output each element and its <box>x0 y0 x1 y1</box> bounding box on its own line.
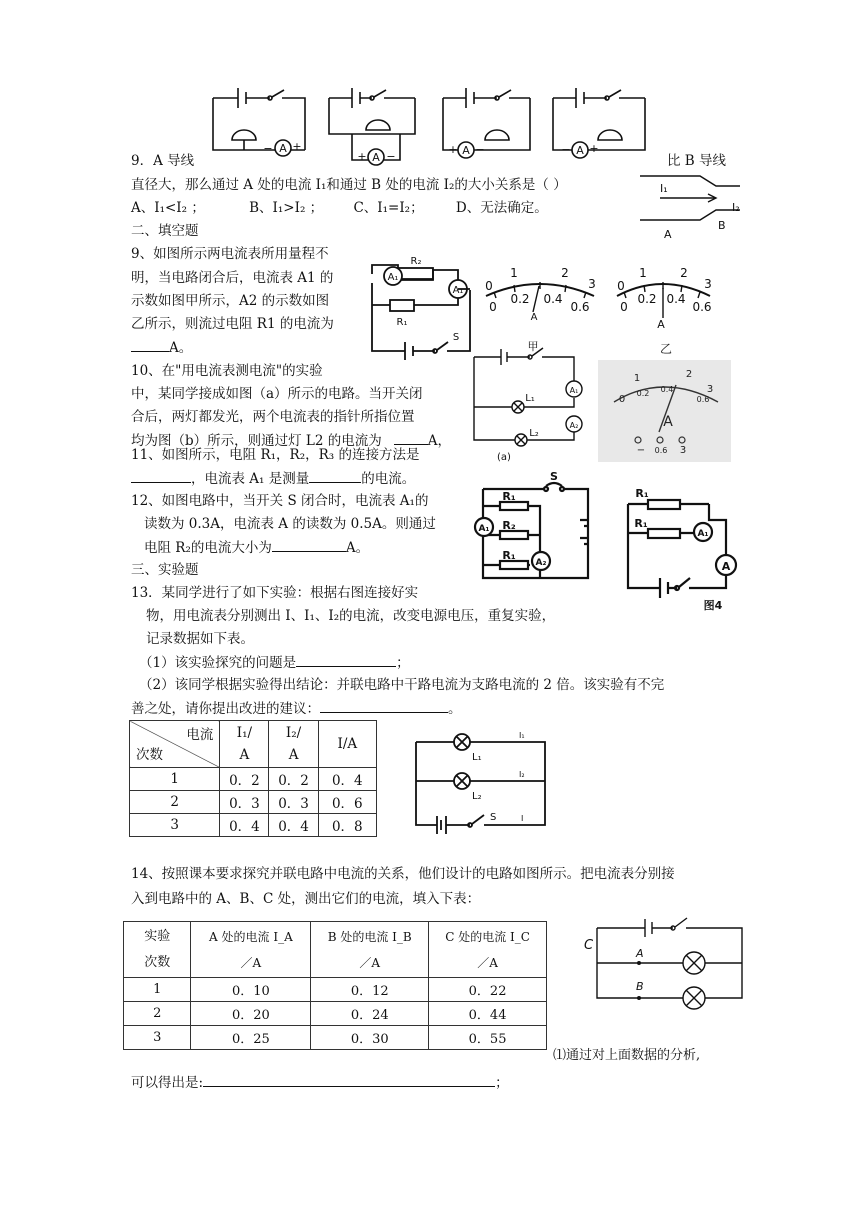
svg-text:−: − <box>561 143 571 156</box>
svg-text:R₁: R₁ <box>634 517 648 530</box>
svg-text:3: 3 <box>588 277 596 291</box>
svg-text:0.2: 0.2 <box>637 292 657 306</box>
svg-text:I₁: I₁ <box>660 182 668 195</box>
svg-text:(a): (a) <box>497 452 511 463</box>
svg-text:+: + <box>292 140 302 153</box>
q13-sub2b: 善之处，请你提出改进的建议： 。 <box>131 698 462 719</box>
svg-text:A: A <box>279 142 287 155</box>
svg-text:I₂: I₂ <box>519 770 525 779</box>
q9b-line2: 明，当电路闭合后，电流表 A1 的 <box>131 270 334 286</box>
svg-text:甲: 甲 <box>527 340 539 353</box>
svg-text:乙: 乙 <box>659 342 673 356</box>
q9a-line1: 9．A 导线 <box>131 153 195 169</box>
svg-text:0: 0 <box>617 279 625 293</box>
svg-text:0.2: 0.2 <box>636 389 650 398</box>
q14-after-table: ⑴通过对上面数据的分析, <box>553 1048 701 1063</box>
svg-text:+: + <box>448 143 458 156</box>
svg-text:3: 3 <box>704 277 712 291</box>
svg-text:−: − <box>475 143 485 156</box>
q12-line3: 电阻 R₂的电流大小为 A。 <box>144 537 369 558</box>
table-row: 2 0．20 0．24 0．44 <box>124 1002 547 1026</box>
q10-line2: 中，某同学接成如图（a）所示的电路。当开关闭 <box>131 386 423 402</box>
svg-text:R₁: R₁ <box>502 490 516 503</box>
svg-text:C: C <box>584 938 594 953</box>
q14-line2: 入到电路中的 A、B、C 处，测出它们的电流，填入下表： <box>131 891 481 907</box>
svg-text:0: 0 <box>618 394 626 405</box>
svg-text:3: 3 <box>706 384 714 395</box>
q13-data-table: 电流 次数 I₁/ A I₂/ A I/A 1 0．2 0．2 0．4 2 0．3 0．3 0．6 3 0．4 0．4 0．8 <box>129 720 377 837</box>
svg-text:1: 1 <box>633 373 641 384</box>
q9b-line5: A。 <box>131 337 192 358</box>
svg-text:3: 3 <box>679 445 687 456</box>
q11-line1: 11、如图所示，电阻 R₁，R₂，R₃ 的连接方法是 <box>131 447 420 463</box>
svg-text:A₁: A₁ <box>387 272 399 283</box>
q13-line1: 13．某同学进行了如下实验：根据右图连接好实 <box>131 585 419 601</box>
svg-text:R₁: R₁ <box>635 487 649 500</box>
q9b-line4: 乙所示，则流过电阻 R1 的电流为 <box>131 316 334 332</box>
q13-sub2: （2）该同学根据实验得出结论：并联电路中干路电流为支路电流的 2 倍。该实验有不完 <box>139 677 665 693</box>
svg-text:L₁: L₁ <box>472 752 482 763</box>
svg-text:R₁: R₁ <box>396 317 408 328</box>
q13-line3: 记录数据如下表。 <box>146 631 254 647</box>
svg-text:0.4: 0.4 <box>666 292 686 306</box>
svg-text:0.2: 0.2 <box>510 292 530 306</box>
svg-text:A: A <box>462 144 470 157</box>
svg-text:2: 2 <box>561 266 569 280</box>
q9a-line1-tail: 比 B 导线 <box>667 153 727 169</box>
svg-text:图4: 图4 <box>703 599 723 612</box>
table-row: 3 0．25 0．30 0．55 <box>124 1026 547 1050</box>
svg-text:A₂: A₂ <box>569 421 579 430</box>
svg-text:R₁: R₁ <box>502 549 516 562</box>
svg-text:−: − <box>386 150 396 163</box>
svg-text:S: S <box>490 812 497 823</box>
svg-text:A₂: A₂ <box>535 558 547 568</box>
q14-last-line: 可以得出是: ； <box>131 1072 509 1093</box>
q10-line1: 10、在"用电流表测电流"的实验 <box>131 363 323 379</box>
diag-bottom: 次数 <box>136 747 163 763</box>
svg-text:2: 2 <box>685 369 693 380</box>
svg-text:I₁: I₁ <box>519 731 525 740</box>
svg-text:0.6: 0.6 <box>696 395 710 404</box>
svg-text:1: 1 <box>510 266 518 280</box>
svg-text:B: B <box>718 219 726 232</box>
table-row: 2 0．3 0．3 0．6 <box>130 791 377 814</box>
svg-text:A₁: A₁ <box>478 524 490 534</box>
q12-line2: 读数为 0.3A，电流表 A 的读数为 0.5A。则通过 <box>144 516 436 532</box>
svg-text:S: S <box>452 332 460 343</box>
svg-text:B: B <box>636 980 644 993</box>
svg-text:L₂: L₂ <box>529 428 539 439</box>
svg-text:0: 0 <box>485 279 493 293</box>
svg-text:0.6: 0.6 <box>570 300 590 314</box>
svg-text:0.4: 0.4 <box>543 292 563 306</box>
svg-text:2: 2 <box>680 266 688 280</box>
svg-text:L₁: L₁ <box>525 393 535 404</box>
q10-line3: 合后，两灯都发光，两个电流表的指针所指位置 <box>131 409 415 425</box>
q9b-line3: 示数如图甲所示，A2 的示数如图 <box>131 293 330 309</box>
svg-text:0.6: 0.6 <box>654 446 668 455</box>
svg-text:−: − <box>263 142 273 155</box>
svg-text:R₂: R₂ <box>410 256 422 267</box>
svg-text:A: A <box>721 560 731 573</box>
svg-text:A: A <box>576 144 584 157</box>
q12-line1: 12、如图电路中，当开关 S 闭合时，电流表 A₁的 <box>131 493 429 509</box>
q10-line4: 均为图（b）所示，则通过灯 L2 的电流为 A， <box>131 430 451 451</box>
svg-text:S: S <box>550 470 558 483</box>
svg-text:I₂: I₂ <box>732 201 740 214</box>
svg-text:R₂: R₂ <box>502 519 516 532</box>
svg-text:A: A <box>530 312 538 323</box>
svg-text:0.4: 0.4 <box>660 385 674 394</box>
table-row: 1 0．2 0．2 0．4 <box>130 768 377 791</box>
diag-top: 电流 <box>186 727 214 743</box>
svg-text:A: A <box>657 318 665 331</box>
svg-text:0: 0 <box>489 300 497 314</box>
svg-text:A: A <box>636 947 644 960</box>
svg-text:A₁: A₁ <box>452 285 464 296</box>
svg-text:L₂: L₂ <box>472 791 482 802</box>
q11-line2: ，电流表 A₁ 是测量 的电流。 <box>131 468 415 489</box>
q13-sub1: （1）该实验探究的问题是 ； <box>139 652 410 673</box>
svg-text:+: + <box>357 150 367 163</box>
svg-text:I: I <box>521 814 524 823</box>
q14-data-table: 实验 次数 A 处的电流 I_A ／A B 处的电流 I_B ／A C 处的电流 I_C ／A 1 0．10 0．12 0．22 2 0．20 0．24 0．44 3 0．25 0．30 0．55 <box>123 921 547 1050</box>
table-row: 1 0．10 0．12 0．22 <box>124 978 547 1002</box>
table-row: 3 0．4 0．4 0．8 <box>130 814 377 837</box>
q14-line1: 14、按照课本要求探究并联电路中电流的关系，他们设计的电路如图所示。把电流表分别接 <box>131 866 675 882</box>
section-2-heading: 二、填空题 <box>131 223 199 239</box>
q13-line2: 物，用电流表分别测出 I、I₁、I₂的电流，改变电源电压，重复实验， <box>146 608 556 624</box>
q9a-options: A、I₁<I₂ ； B、I₁>I₂ ； C、I₁=I₂； D、无法确定。 <box>131 200 548 216</box>
svg-text:0: 0 <box>620 300 628 314</box>
svg-text:A: A <box>664 228 672 241</box>
svg-text:1: 1 <box>639 266 647 280</box>
svg-text:A₁: A₁ <box>697 529 709 539</box>
q9a-line2: 直径大，那么通过 A 处的电流 I₁和通过 B 处的电流 I₂的大小关系是（ ） <box>131 177 567 193</box>
svg-text:+: + <box>589 142 599 155</box>
q9b-line1: 9、如图所示两电流表所用量程不 <box>131 246 329 262</box>
section-3-heading: 三、实验题 <box>131 562 199 578</box>
svg-text:A: A <box>663 414 673 430</box>
svg-text:−: − <box>636 445 646 456</box>
svg-text:A: A <box>372 151 380 164</box>
svg-text:0.6: 0.6 <box>692 300 712 314</box>
svg-text:A₁: A₁ <box>569 386 579 395</box>
